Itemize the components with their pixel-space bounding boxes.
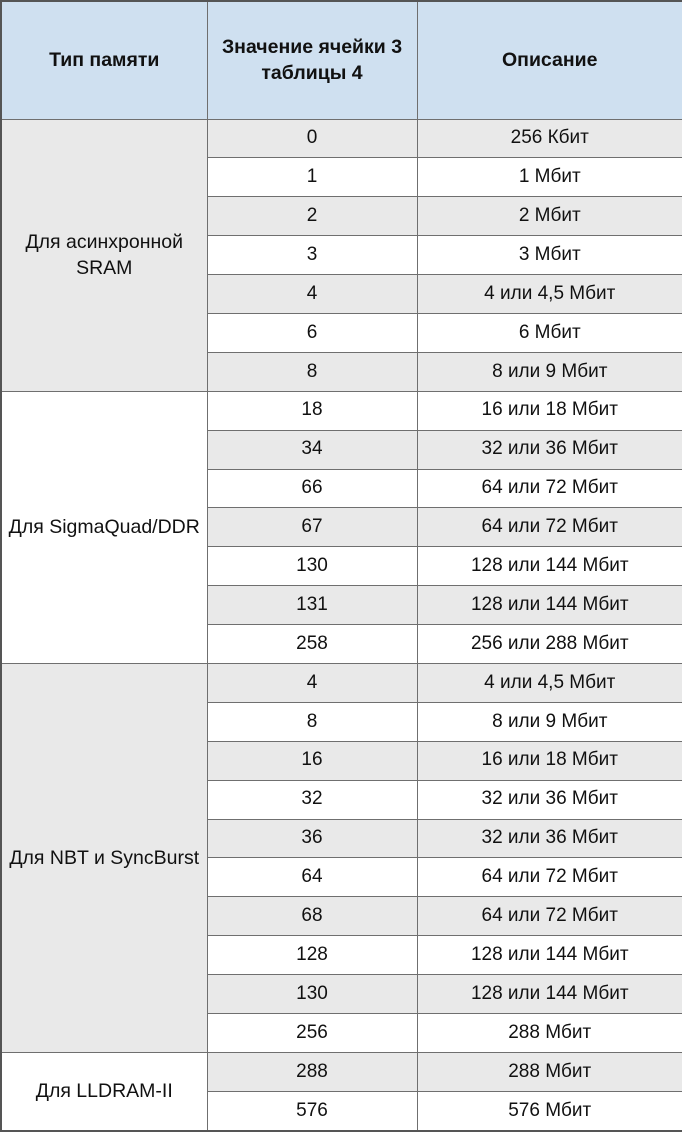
header-row	[1, 1, 682, 119]
table-body	[1, 119, 682, 1131]
memory-type-group-cell: Для LLDRAM-II	[1, 1052, 207, 1131]
table-header	[1, 1, 682, 119]
cell-description: 128 или 144 Мбит	[417, 936, 682, 975]
cell-value: 130	[207, 547, 417, 586]
cell-value: 8	[207, 352, 417, 391]
cell-description: 576 Мбит	[417, 1091, 682, 1131]
cell-description: 4 или 4,5 Мбит	[417, 275, 682, 314]
memory-type-group-cell: Для SigmaQuad/DDR	[1, 391, 207, 663]
memory-type-group-cell: Для асинхронной SRAM	[1, 119, 207, 391]
cell-description: 64 или 72 Мбит	[417, 469, 682, 508]
cell-value: 66	[207, 469, 417, 508]
cell-value: 68	[207, 897, 417, 936]
cell-value: 6	[207, 313, 417, 352]
cell-description: 4 или 4,5 Мбит	[417, 663, 682, 702]
cell-description: 288 Мбит	[417, 1013, 682, 1052]
cell-value: 128	[207, 936, 417, 975]
cell-value: 131	[207, 586, 417, 625]
cell-description: 8 или 9 Мбит	[417, 702, 682, 741]
cell-value: 64	[207, 858, 417, 897]
cell-value: 67	[207, 508, 417, 547]
cell-value: 2	[207, 197, 417, 236]
cell-value: 18	[207, 391, 417, 430]
cell-description: 2 Мбит	[417, 197, 682, 236]
cell-description: 64 или 72 Мбит	[417, 508, 682, 547]
cell-description: 128 или 144 Мбит	[417, 975, 682, 1014]
cell-value: 16	[207, 741, 417, 780]
cell-description: 32 или 36 Мбит	[417, 819, 682, 858]
cell-description: 32 или 36 Мбит	[417, 430, 682, 469]
table-row	[1, 663, 682, 702]
cell-value: 3	[207, 236, 417, 275]
cell-value: 8	[207, 702, 417, 741]
cell-description: 288 Мбит	[417, 1052, 682, 1091]
cell-description: 3 Мбит	[417, 236, 682, 275]
cell-value: 0	[207, 119, 417, 158]
cell-value: 4	[207, 663, 417, 702]
cell-description: 1 Мбит	[417, 158, 682, 197]
cell-description: 32 или 36 Мбит	[417, 780, 682, 819]
cell-value: 36	[207, 819, 417, 858]
column-header-memory-type: Тип памяти	[1, 1, 207, 119]
column-header-cell-value: Значение ячейки 3 таблицы 4	[207, 1, 417, 119]
cell-description: 128 или 144 Мбит	[417, 586, 682, 625]
cell-description: 256 или 288 Мбит	[417, 625, 682, 664]
table-row	[1, 1052, 682, 1091]
cell-value: 34	[207, 430, 417, 469]
cell-value: 130	[207, 975, 417, 1014]
column-header-description: Описание	[417, 1, 682, 119]
cell-value: 576	[207, 1091, 417, 1131]
table-row	[1, 119, 682, 158]
cell-value: 32	[207, 780, 417, 819]
cell-value: 288	[207, 1052, 417, 1091]
cell-description: 16 или 18 Мбит	[417, 741, 682, 780]
cell-value: 1	[207, 158, 417, 197]
cell-description: 128 или 144 Мбит	[417, 547, 682, 586]
cell-value: 258	[207, 625, 417, 664]
cell-description: 64 или 72 Мбит	[417, 897, 682, 936]
cell-value: 256	[207, 1013, 417, 1052]
cell-value: 4	[207, 275, 417, 314]
cell-description: 64 или 72 Мбит	[417, 858, 682, 897]
table-row	[1, 391, 682, 430]
cell-description: 256 Кбит	[417, 119, 682, 158]
cell-description: 16 или 18 Мбит	[417, 391, 682, 430]
cell-description: 6 Мбит	[417, 313, 682, 352]
memory-type-group-cell: Для NBT и SyncBurst	[1, 663, 207, 1052]
cell-description: 8 или 9 Мбит	[417, 352, 682, 391]
